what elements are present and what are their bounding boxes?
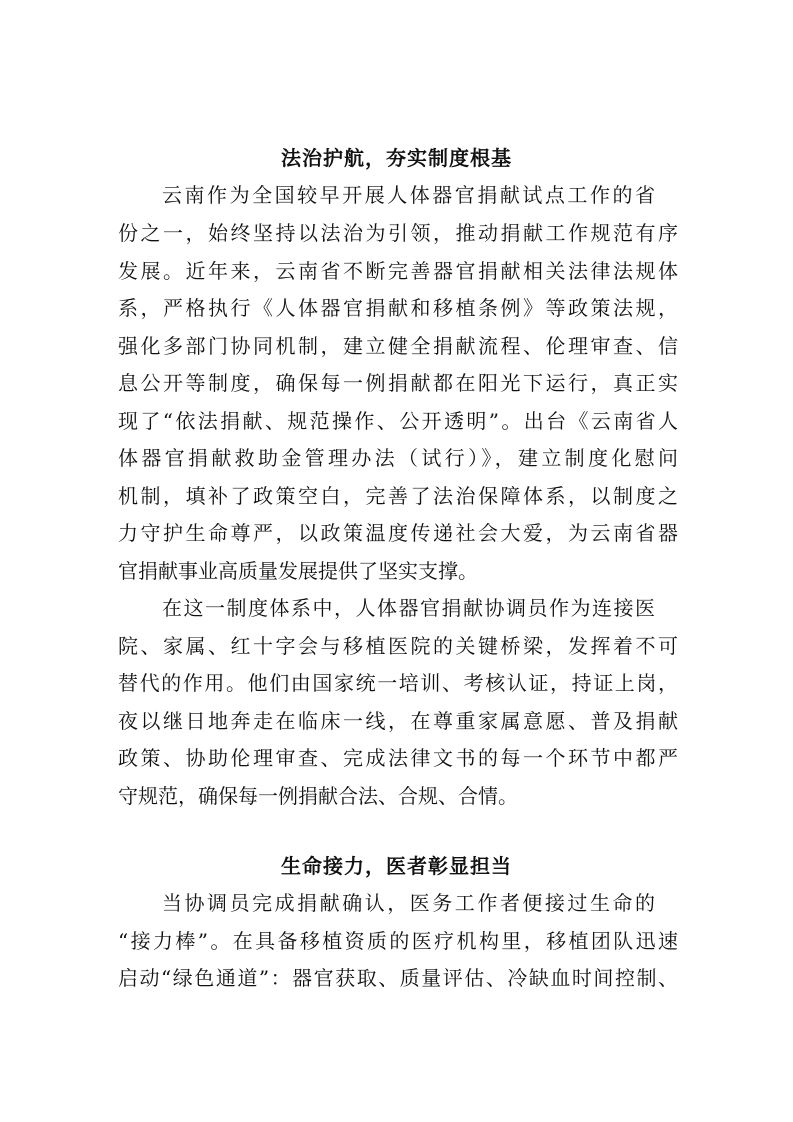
text-line: “接力棒”。在具备移植资质的医疗机构里，移植团队迅速 <box>118 929 678 953</box>
section-heading: 法治护航，夯实制度根基 <box>281 146 512 170</box>
text-line: 机制，填补了政策空白，完善了法治保障体系，以制度之 <box>118 484 678 508</box>
text-line: 政策、协助伦理审查、完成法律文书的每一个环节中都严 <box>118 746 678 770</box>
text-line: 替代的作用。他们由国家统一培训、考核认证，持证上岗， <box>118 671 678 695</box>
text-line: 息公开等制度，确保每一例捐献都在阳光下运行，真正实 <box>118 371 678 395</box>
section-heading: 生命接力，医者彰显担当 <box>281 854 512 878</box>
text-line: 院、家属、红十字会与移植医院的关键桥梁，发挥着不可 <box>118 634 678 658</box>
text-line: 强化多部门协同机制，建立健全捐献流程、伦理审查、信 <box>118 334 678 358</box>
text-line: 现了“依法捐献、规范操作、公开透明”。出台《云南省人 <box>118 409 678 433</box>
text-line: 云南作为全国较早开展人体器官捐献试点工作的省 <box>162 183 655 207</box>
text-line: 当协调员完成捐献确认，医务工作者便接过生命的 <box>162 891 655 915</box>
text-line: 系，严格执行《人体器官捐献和移植条例》等政策法规， <box>118 296 678 320</box>
text-line: 份之一，始终坚持以法治为引领，推动捐献工作规范有序 <box>118 221 678 245</box>
text-line: 体器官捐献救助金管理办法（试行）》，建立制度化慰问 <box>118 446 678 470</box>
text-line: 启动“绿色通道”：器官获取、质量评估、冷缺血时间控制、 <box>118 966 678 990</box>
text-line: 发展。近年来，云南省不断完善器官捐献相关法律法规体 <box>118 259 678 283</box>
text-line: 守规范，确保每一例捐献合法、合规、合情。 <box>118 784 518 808</box>
text-line: 夜以继日地奔走在临床一线，在尊重家属意愿、普及捐献 <box>118 709 678 733</box>
text-line: 力守护生命尊严，以政策温度传递社会大爱，为云南省器 <box>118 521 678 545</box>
text-line: 官捐献事业高质量发展提供了坚实支撑。 <box>118 559 478 583</box>
text-line: 在这一制度体系中，人体器官捐献协调员作为连接医 <box>162 596 655 620</box>
